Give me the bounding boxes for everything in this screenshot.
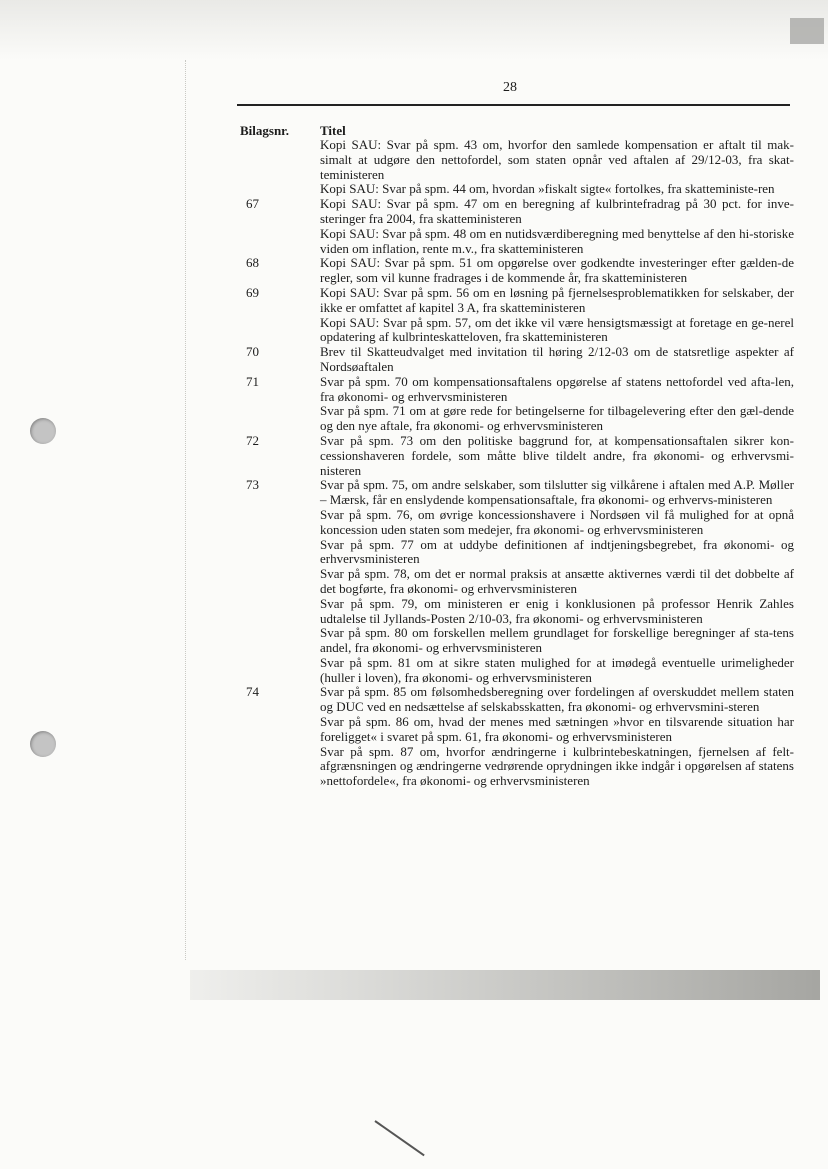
row-entries xyxy=(320,345,794,375)
entry-text: Svar på spm. 87 om, hvorfor ændringerne i kulbrintebeskatningen, fjernelsen af felt-afgrænsningen og ændringerne vedrørende oprydningen ikke indgår i opgørelsen af statens »nettofordele«, fra økonomi- og erhvervsministeren xyxy=(320,743,794,789)
scan-corner-mark xyxy=(790,18,824,44)
row-entries xyxy=(320,478,794,685)
row-entries xyxy=(320,286,794,345)
row-number: 68 xyxy=(246,255,259,271)
entry-text: Svar på spm. 76, om øvrige koncessionshavere i Nordsøen vil få mulighed for at opnå koncession uden staten som medejer, fra økonomi- og erhvervsministeren xyxy=(320,506,794,537)
entry-text: Svar på spm. 70 om kompensationsaftalens opgørelse af statens nettofordel ved afta-len, fra økonomi- og erhvervsministeren xyxy=(320,373,794,404)
row-number: 69 xyxy=(246,284,259,300)
entry-text: Kopi SAU: Svar på spm. 51 om opgørelse over godkendte investeringer efter gælden-de regler, som vil kunne fradrages i de kommende år, fra skatteministeren xyxy=(320,255,794,286)
row-number: 74 xyxy=(246,684,259,700)
punch-hole-bottom xyxy=(30,731,56,757)
entry-text: Svar på spm. 77 om at uddybe definitionen af indtjeningsbegrebet, fra økonomi- og erhvervsministeren xyxy=(320,536,794,567)
row-number: 70 xyxy=(246,344,259,360)
entry-text: Svar på spm. 81 om at sikre staten mulighed for at imødegå eventuelle urimeligheder (huller i loven), fra økonomi- og erhvervsministeren xyxy=(320,654,794,685)
entry-text: Brev til Skatteudvalget med invitation til høring 2/12-03 om de statsretlige aspekter af Nordsøaftalen xyxy=(320,344,794,374)
table-row xyxy=(240,375,800,434)
scan-stray-stroke xyxy=(374,1120,424,1156)
row-entries xyxy=(320,138,794,197)
entry-text: Svar på spm. 86 om, hvad der menes med sætningen »hvor en tilsvarende situation har foreligget« i svaret på spm. 61, fra økonomi- og erhvervsministeren xyxy=(320,714,794,744)
appendix-table xyxy=(240,138,800,789)
table-row xyxy=(240,197,800,256)
column-header-title: Titel xyxy=(320,123,346,138)
entry-text: Svar på spm. 85 om følsomhedsberegning over fordelingen af overskuddet mellem staten og DUC ved en nedsættelse af selskabsskatten, fra økonomi- og erhvervsmini-steren xyxy=(320,684,794,715)
entry-text: Svar på spm. 71 om at gøre rede for betingelserne for tilbagelevering efter den gæl-dende og den nye aftale, fra økonomi- og erhvervsministeren xyxy=(320,403,794,434)
entry-text: Kopi SAU: Svar på spm. 44 om, hvordan »fiskalt sigte« fortolkes, fra skatteministe-ren xyxy=(320,181,775,197)
table-row xyxy=(240,345,800,375)
row-entries xyxy=(320,256,794,286)
entry-text: Kopi SAU: Svar på spm. 48 om en nutidsværdiberegning med benyttelse af den hi-storiske viden om inflation, rente m.v., fra skatteministeren xyxy=(320,225,794,256)
row-number: 67 xyxy=(246,196,259,212)
entry-text: Kopi SAU: Svar på spm. 57, om det ikke vil være hensigtsmæssigt at foretage en ge-nerel opdatering af kulbrinteskatteloven, fra skatteministeren xyxy=(320,314,794,345)
entry-text: Svar på spm. 73 om den politiske baggrund for, at kompensationsaftalen sikrer kon-cessionshaveren fordele, som måtte blive tildelt andre, fra økonomi- og erhvervsmi-nisteren xyxy=(320,432,794,478)
row-entries xyxy=(320,197,794,256)
entry-text: Kopi SAU: Svar på spm. 47 om en beregning af kulbrintefradrag på 30 pct. for inve-steringer fra 2004, fra skatteministeren xyxy=(320,196,794,226)
entry-text: Svar på spm. 75, om andre selskaber, som tilslutter sig vilkårene i aftalen med A.P. Møller – Mærsk, får en enslydende kompensationsaftale, fra økonomi- og erhvervs-ministeren xyxy=(320,477,794,508)
column-header-number: Bilagsnr. xyxy=(240,123,290,138)
table-row xyxy=(240,256,800,286)
entry-text: Svar på spm. 78, om det er normal praksis at ansætte aktivernes værdi til det dobbelte af det bogførte, fra økonomi- og erhvervsministeren xyxy=(320,566,794,596)
punch-hole-top xyxy=(30,418,56,444)
row-entries xyxy=(320,434,794,478)
scan-shadow-top xyxy=(0,0,828,60)
table-row xyxy=(240,478,800,685)
table-row xyxy=(240,138,800,197)
row-number: 73 xyxy=(246,477,259,493)
row-number: 72 xyxy=(246,432,259,448)
table-row xyxy=(240,685,800,789)
table-row xyxy=(240,286,800,345)
table-row xyxy=(240,434,800,478)
entry-text: Svar på spm. 79, om ministeren er enig i konklusionen på professor Henrik Zahles udtalelse til Jyllands-Posten 2/10-03, fra økonomi- og erhvervsministeren xyxy=(320,595,794,626)
entry-text: Svar på spm. 80 om forskellen mellem grundlaget for forskellige beregninger af sta-tens andel, fra økonomi- og erhvervsministeren xyxy=(320,625,794,656)
entry-text: Kopi SAU: Svar på spm. 56 om en løsning på fjernelsesproblematikken for selskaber, der ikke er omfattet af kapitel 3 A, fra skatteministeren xyxy=(320,284,794,315)
page-number: 28 xyxy=(503,80,517,95)
scan-margin-line xyxy=(185,60,187,960)
row-entries xyxy=(320,375,794,434)
entry-text: Kopi SAU: Svar på spm. 43 om, hvorfor den samlede kompensation er aftalt til mak-simalt at udgøre den nettofordel, som staten opnår ved aftalen af 29/12-03, fra skat-teministeren xyxy=(320,137,794,182)
row-number: 71 xyxy=(246,373,259,389)
header-rule xyxy=(237,104,790,106)
scan-shadow-bottom xyxy=(190,970,820,1000)
row-entries xyxy=(320,685,794,789)
